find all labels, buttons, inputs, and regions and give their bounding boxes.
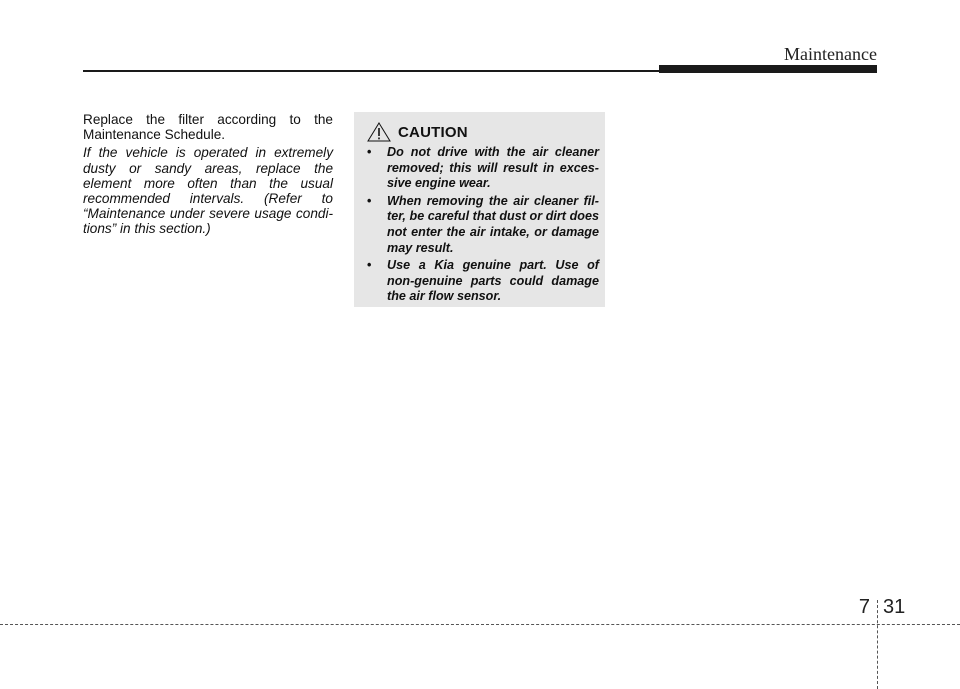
warning-triangle-icon <box>367 122 391 142</box>
header-rule <box>83 70 659 72</box>
caution-box <box>354 112 605 307</box>
dusty-conditions-note: If the vehicle is operated in extremely dusty or sandy areas, replace the element more often than the usual recommended intervals. (Refer to “Maintenance under severe usage condi-tions” in this section.) <box>83 145 333 237</box>
header-bar <box>659 65 877 73</box>
caution-item: • When removing the air cleaner fil-ter, be careful that dust or dirt does not enter the air intake, or damage may result. <box>365 194 599 256</box>
caution-item: • Do not drive with the air cleaner removed; this will result in exces-sive engine wear. <box>365 145 599 192</box>
caution-title: CAUTION <box>398 123 468 141</box>
filter-instruction: Replace the filter according to the Maintenance Schedule. <box>83 112 333 143</box>
section-title: Maintenance <box>784 44 877 64</box>
caution-header <box>367 121 599 143</box>
left-column <box>83 112 333 237</box>
caution-item: • Use a Kia genuine part. Use of non-genuine parts could damage the air flow sensor. <box>365 258 599 305</box>
page-number: 31 <box>883 596 906 618</box>
footer-rule <box>0 624 960 625</box>
caution-list <box>365 145 599 305</box>
footer-divider <box>877 600 878 689</box>
chapter-number: 7 <box>858 596 870 618</box>
